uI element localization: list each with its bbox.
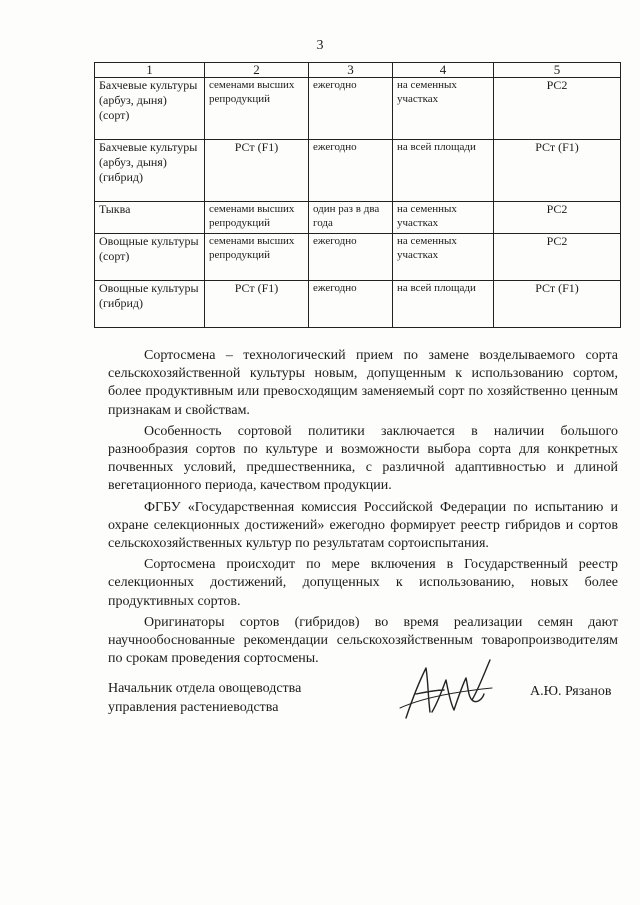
table-cell-frequency: ежегодно: [309, 234, 393, 281]
table-row: [95, 281, 621, 328]
table-cell-area: на семенных участках: [393, 202, 494, 234]
table-cell-category: РСт (F1): [494, 281, 621, 328]
table-cell-area: на семенных участках: [393, 234, 494, 281]
column-header: 5: [494, 63, 621, 78]
table-cell-method: семенами высших репродукций: [205, 78, 309, 140]
table-cell-frequency: ежегодно: [309, 281, 393, 328]
table-row: [95, 202, 621, 234]
paragraph: Сортосмена происходит по мере включения в Государственный реестр селекционных достижений, допущенных к использованию, новых более продуктивных сортов.: [108, 557, 618, 609]
paragraph: Особенность сортовой политики заключается в наличии большого разнообразия сортов по культуре и возможности выбора сорта для конкретных почвенных условий, предшественника, с различной адаптивностью и длиной вегетационного периода, качеством продукции.: [108, 423, 618, 494]
position-line: Начальник отдела овощеводства: [108, 681, 302, 696]
table-cell-area: на всей площади: [393, 281, 494, 328]
paragraph: Оригинаторы сортов (гибридов) во время реализации семян дают научнообоснованные рекомендации сельскохозяйственным товаропроизводителям по срокам проведения сортосмены.: [108, 614, 618, 667]
column-header: 4: [393, 63, 494, 78]
column-header: 2: [205, 63, 309, 78]
handwritten-signature: [392, 650, 502, 726]
table-cell-category: РС2: [494, 78, 621, 140]
table-cell-crop: Овощные культуры (сорт): [95, 234, 205, 281]
seed-renewal-table: [94, 62, 621, 328]
position-line: управления растениеводства: [108, 700, 279, 715]
table-header-row: [95, 63, 621, 78]
table-cell-crop: Овощные культуры (гибрид): [95, 281, 205, 328]
table-cell-category: РСт (F1): [494, 140, 621, 202]
table-cell-crop: Тыква: [95, 202, 205, 234]
table-cell-crop: Бахчевые культуры (арбуз, дыня) (гибрид): [95, 140, 205, 202]
page-number: 3: [316, 38, 324, 53]
table-cell-method: РСт (F1): [205, 140, 309, 202]
column-header: 3: [309, 63, 393, 78]
paragraph: Сортосмена – технологический прием по замене возделываемого сорта сельскохозяйственной культуры новым, допущенным к использованию сортом, более продуктивным или превосходящим заменяемый сорт по хозяйственно ценным признакам и свойствам.: [108, 348, 618, 418]
table-cell-category: РС2: [494, 234, 621, 281]
table-cell-method: семенами высших репродукций: [205, 234, 309, 281]
signatory-name: А.Ю. Рязанов: [530, 684, 612, 699]
table-row: [95, 234, 621, 281]
paragraph: ФГБУ «Государственная комиссия Российской Федерации по испытанию и охране селекционных достижений» ежегодно формирует реестр гибридов и сортов сельскохозяйственных культур по результатам сортоиспытания.: [108, 499, 618, 552]
column-header: 1: [95, 63, 205, 78]
table-cell-area: на семенных участках: [393, 78, 494, 140]
table-row: [95, 140, 621, 202]
body-text: [108, 347, 618, 671]
table-cell-crop: Бахчевые культуры (арбуз, дыня) (сорт): [95, 78, 205, 140]
table-cell-area: на всей площади: [393, 140, 494, 202]
signatory-position: [108, 679, 301, 717]
table-cell-frequency: один раз в два года: [309, 202, 393, 234]
table-cell-method: РСт (F1): [205, 281, 309, 328]
table-cell-frequency: ежегодно: [309, 140, 393, 202]
table-cell-frequency: ежегодно: [309, 78, 393, 140]
table-cell-method: семенами высших репродукций: [205, 202, 309, 234]
table-cell-category: РС2: [494, 202, 621, 234]
table-row: [95, 78, 621, 140]
